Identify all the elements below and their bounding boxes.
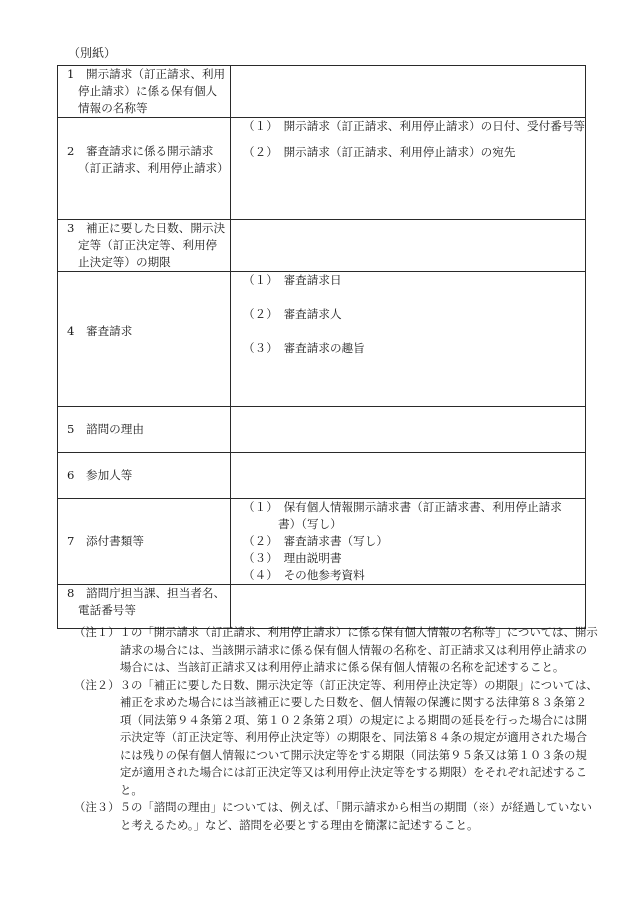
table-row xyxy=(58,453,586,499)
row-label-cell xyxy=(58,118,231,220)
table-row xyxy=(58,66,586,118)
row-label-cell xyxy=(58,66,231,118)
table-row xyxy=(58,220,586,272)
list-item: （２） 審査請求人 xyxy=(243,307,342,321)
value-cell[interactable] xyxy=(231,220,586,272)
table-row xyxy=(58,499,586,585)
table-row xyxy=(58,407,586,453)
value-cell[interactable] xyxy=(231,407,586,453)
table-row xyxy=(58,585,586,629)
list-item: （１） 開示請求（訂正請求、利用停止請求）の日付、受付番号等 xyxy=(243,119,586,133)
list-item: （３） 理由説明書 xyxy=(243,551,342,565)
notes-section xyxy=(74,624,598,834)
table-row xyxy=(58,272,586,407)
value-cell[interactable] xyxy=(231,585,586,629)
consultation-form-table xyxy=(57,65,586,629)
row-label-cell xyxy=(58,453,231,499)
note-2: （注２）３の「補正に要した日数、開示決定等（訂正決定等、利用停止決定等）の期限」については、補正を求めた場合には当該補正に要した日数を、個人情報の保護に関する法律第８３条第２項（同法第９４条第２項、第１０２条第２項）の規定による期間の延長を行った場合には開示決定等（訂正決定等、利用停止決定等）の期限を、同法第８４条の規定が適用された場合には残りの保有個人情報について開示決定等をする期限（同法第９５条又は第１０３条の規定が適用された場合には訂正決定等又は利用停止決定等をする期限）をそれぞれ記述すること。 xyxy=(74,677,598,797)
value-cell[interactable] xyxy=(231,453,586,499)
row-label-cell xyxy=(58,499,231,585)
value-cell[interactable] xyxy=(231,499,586,585)
row-label: 3 補正に要した日数、開示決定等（訂正決定等、利用停止決定等）の期限 xyxy=(67,221,226,269)
list-item: （２） 開示請求（訂正請求、利用停止請求）の宛先 xyxy=(243,145,516,159)
row-label: 4 審査請求 xyxy=(67,323,133,338)
row-label: 6 参加人等 xyxy=(67,468,133,482)
table-row xyxy=(58,118,586,220)
row-label: 1 開示請求（訂正請求、利用停止請求）に係る保有個人情報の名称等 xyxy=(67,67,226,115)
row-label: 8 諮問庁担当課、担当者名、電話番号等 xyxy=(67,586,226,617)
list-item: （３） 審査請求の趣旨 xyxy=(243,341,365,355)
value-cell[interactable] xyxy=(231,118,586,220)
list-item: （４） その他参考資料 xyxy=(243,568,365,582)
list-item: （１） 審査請求日 xyxy=(243,273,342,287)
annex-label: （別紙） xyxy=(68,46,117,60)
value-cell[interactable] xyxy=(231,272,586,407)
list-item: （２） 審査請求書（写し） xyxy=(243,534,388,548)
row-label-cell xyxy=(58,407,231,453)
row-label-cell xyxy=(58,585,231,629)
row-label: 7 添付書類等 xyxy=(67,534,144,548)
note-3: （注３）５の「諮問の理由」については、例えば、「開示請求から相当の期間（※）が経過していないと考えるため。」など、諮問を必要とする理由を簡潔に記述すること。 xyxy=(74,800,593,832)
list-item: （１） 保有個人情報開示請求書（訂正請求書、利用停止請求書）（写し） xyxy=(243,500,562,531)
row-label: 5 諮問の理由 xyxy=(67,422,144,436)
note-1: （注１）１の「開示請求（訂正請求、利用停止請求）に係る保有個人情報の名称等」については、開示請求の場合には、当該開示請求に係る保有個人情報の名称を、訂正請求又は利用停止請求の場合には、当該訂正請求又は利用停止請求に係る保有個人情報の名称を記述すること。 xyxy=(74,625,598,674)
value-cell[interactable] xyxy=(231,66,586,118)
row-label-cell xyxy=(58,220,231,272)
row-label: 2 審査請求に係る開示請求（訂正請求、利用停止請求） xyxy=(67,144,229,175)
row-label-cell xyxy=(58,272,231,407)
